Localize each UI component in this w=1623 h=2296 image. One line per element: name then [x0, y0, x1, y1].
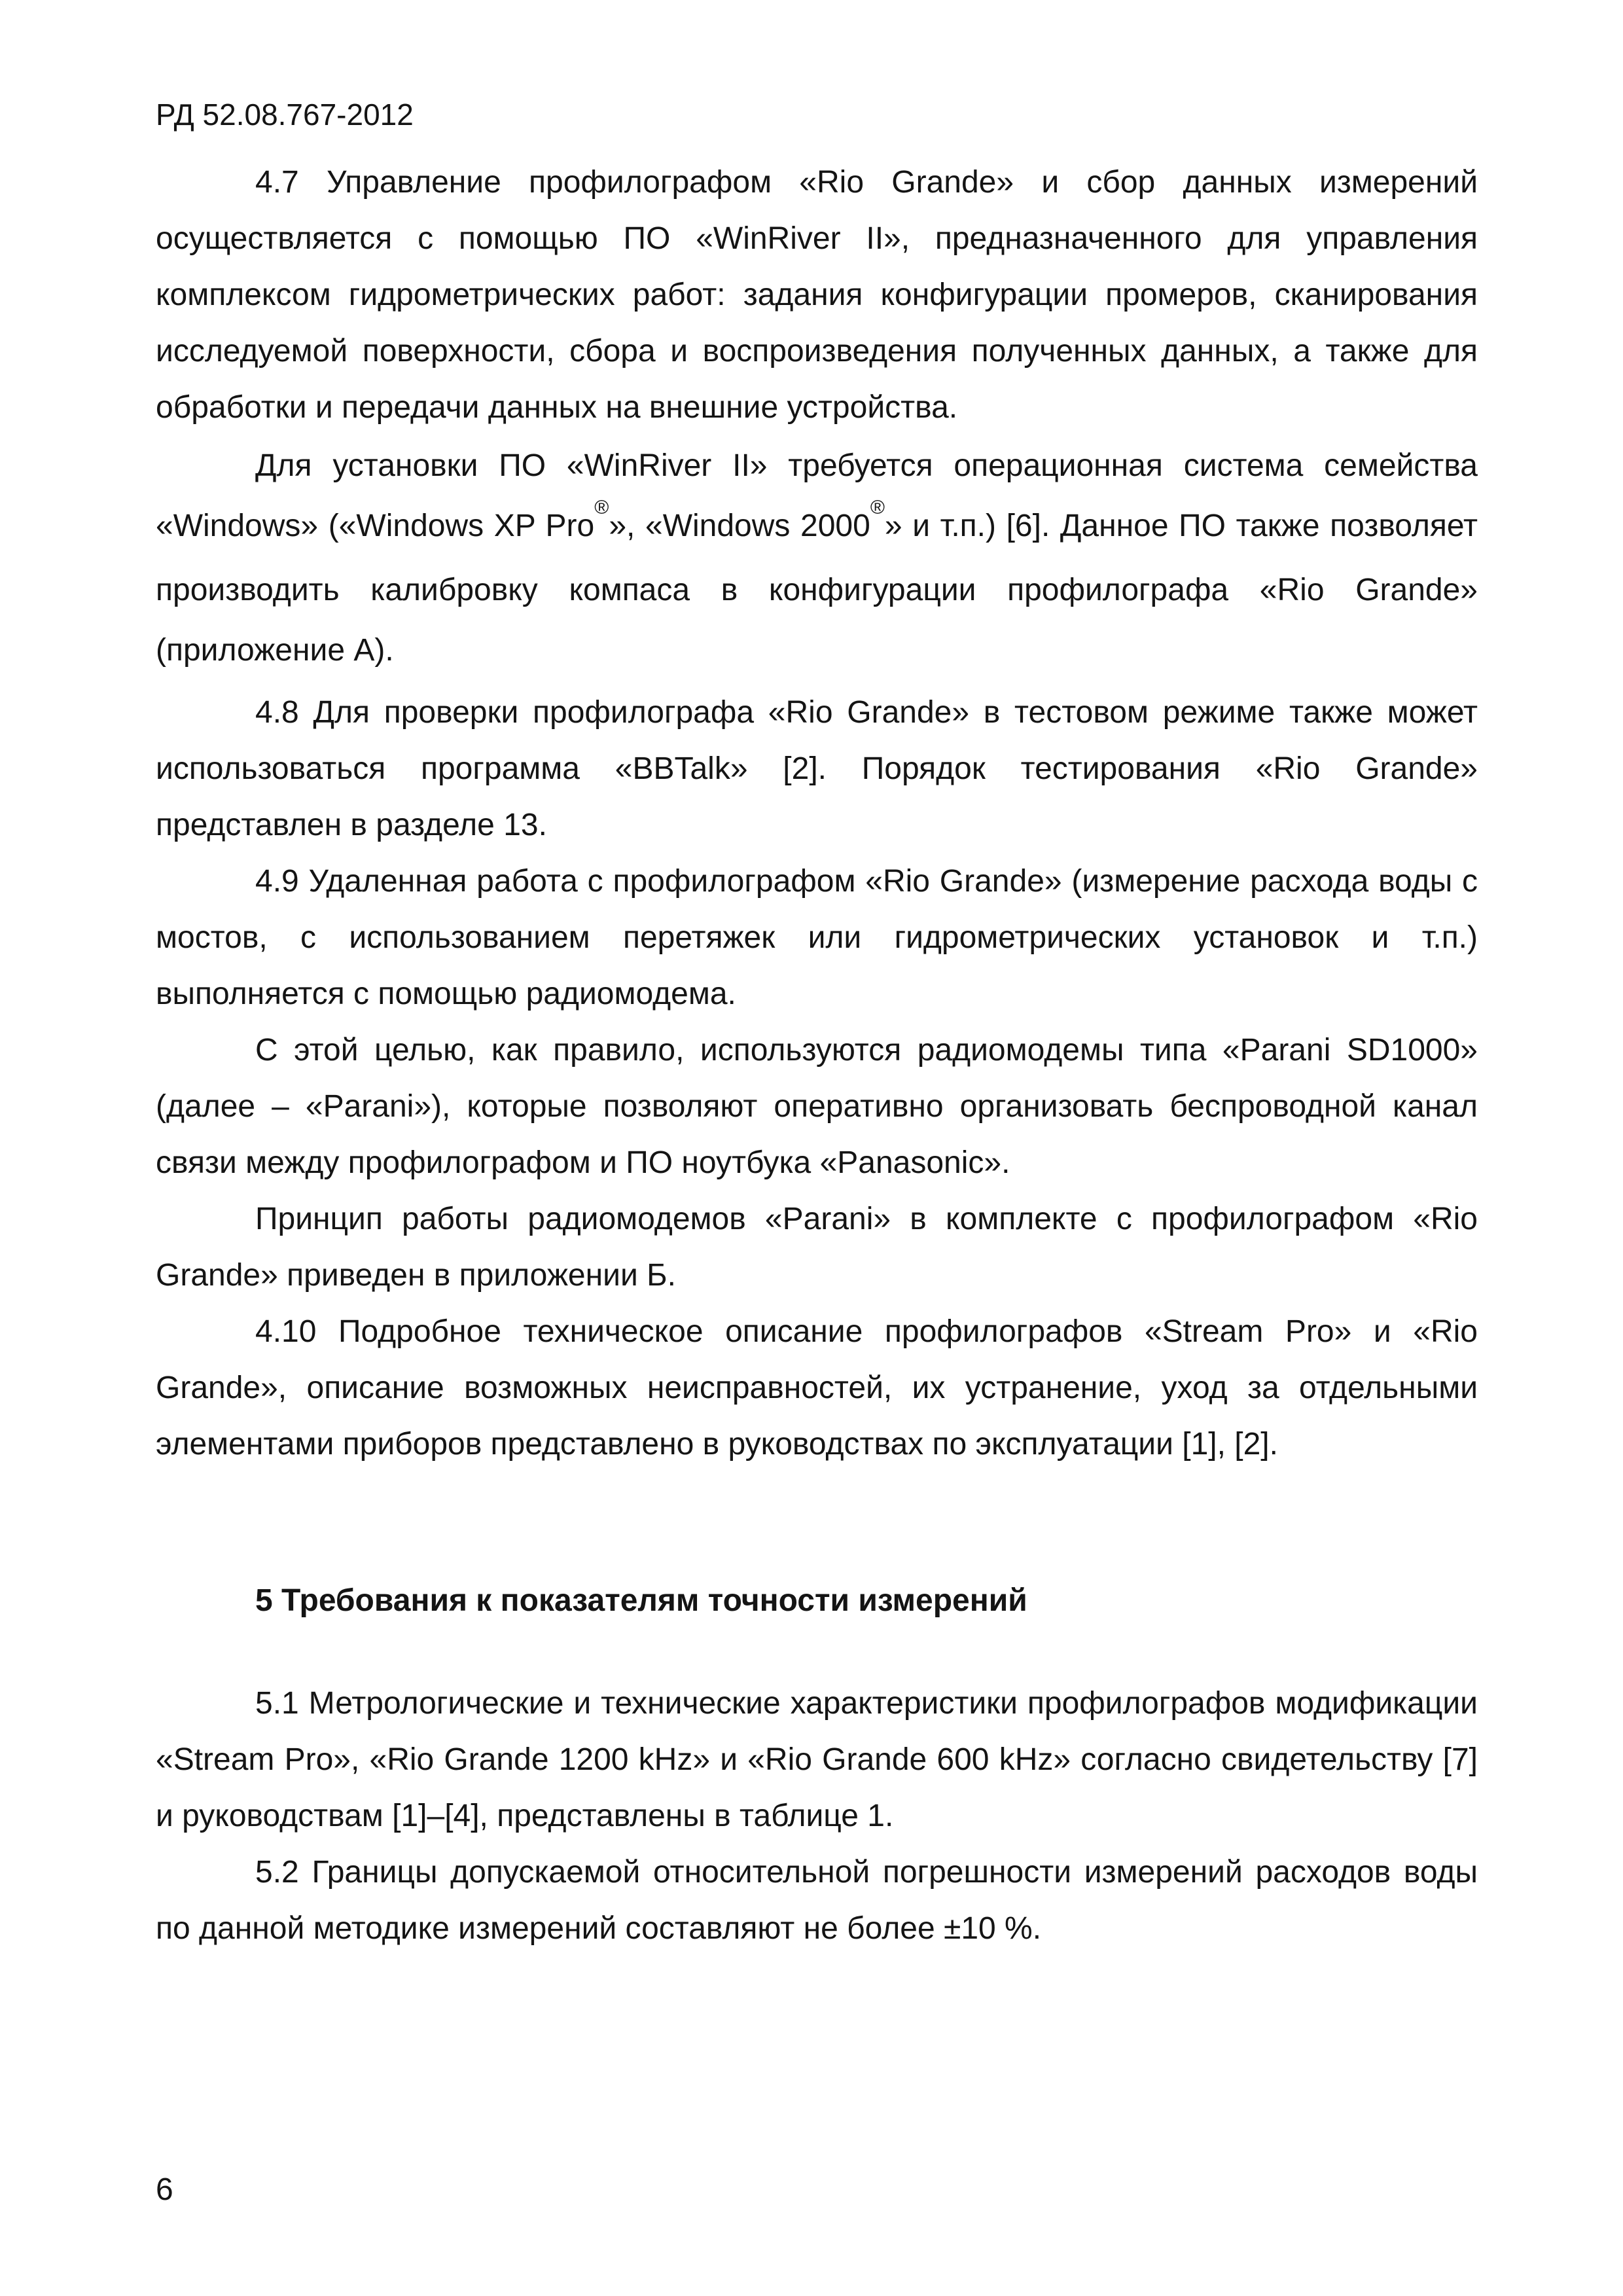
paragraph-4-7-os: [156, 436, 1478, 681]
paragraph-4-8: 4.8 Для проверки профилографа «Rio Grande» в тестовом режиме также может использоваться программа «BBTalk» [2]. Порядок тестирования «Rio Grande» представлен в разделе 13.: [156, 695, 1478, 842]
paragraph-4-9-principle: Принцип работы радиомодемов «Parani» в комплекте с профилографом «Rio Grande» приведен в приложении Б.: [156, 1202, 1478, 1293]
paragraph-4-10: 4.10 Подробное техническое описание профилографов «Stream Pro» и «Rio Grande», описание возможных неисправностей, их устранение, уход за отдельными элементами приборов представлено в руководствах по эксплуатации [1], [2].: [156, 1314, 1478, 1462]
paragraph-text: » и т.п.) [6]. Данное ПО также позволяет производить калибровку компаса в конфигурации профилографа «Rio Grande» (приложение А).: [156, 509, 1478, 668]
paragraph-text: Для установки ПО «WinRiver II» требуется операционная система семейства «Windows» («Windows XP Pro: [156, 448, 1478, 543]
section-5-heading: 5 Требования к показателям точности измерений: [255, 1583, 1027, 1618]
paragraph-4-9: 4.9 Удаленная работа с профилографом «Rio Grande» (измерение расхода воды с мостов, с использованием перетяжек или гидрометрических установок и т.п.) выполняется с помощью радиомодема.: [156, 864, 1478, 1011]
paragraph-5-2: 5.2 Границы допускаемой относительной погрешности измерений расходов воды по данной методике измерений составляют не более ±10 %.: [156, 1855, 1478, 1946]
registered-mark: ®: [594, 497, 609, 518]
registered-mark: ®: [870, 497, 885, 518]
paragraph-4-7: 4.7 Управление профилографом «Rio Grande» и сбор данных измерений осуществляется с помощью ПО «WinRiver II», предназначенного для управления комплексом гидрометрических работ: задания конфигурации промеров, сканирования исследуемой поверхности, сбора и воспроизведения полученных данных, а также для обработки и передачи данных на внешние устройства.: [156, 165, 1478, 425]
document-code: РД 52.08.767-2012: [156, 98, 414, 132]
paragraph-text: », «Windows 2000: [609, 509, 870, 543]
paragraph-4-9-parani: С этой целью, как правило, используются радиомодемы типа «Parani SD1000» (далее – «Parani»), которые позволяют оперативно организовать беспроводной канал связи между профилографом и ПО ноутбука «Panasonic».: [156, 1033, 1478, 1180]
page-number: 6: [156, 2172, 173, 2207]
paragraph-5-1: 5.1 Метрологические и технические характеристики профилографов модификации «Stream Pro», «Rio Grande 1200 kHz» и «Rio Grande 600 kHz» согласно свидетельству [7] и руководствам [1]–[4], представлены в таблице 1.: [156, 1686, 1478, 1833]
